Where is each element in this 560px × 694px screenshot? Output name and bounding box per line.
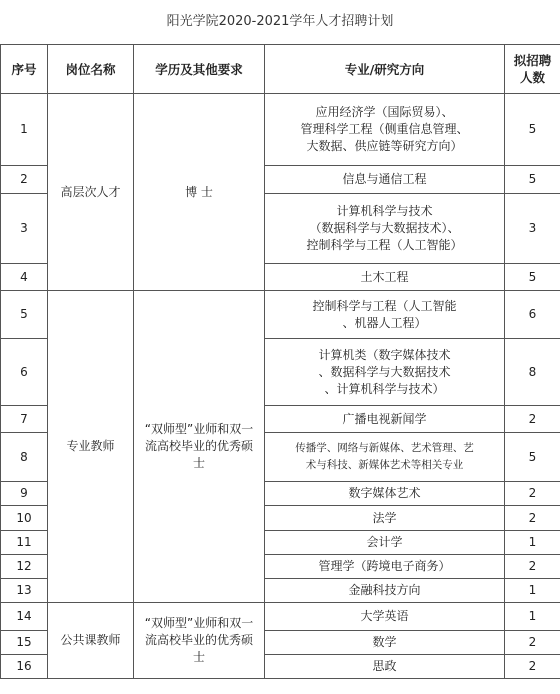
count-cell: 6 — [505, 291, 560, 339]
count-cell: 5 — [505, 264, 560, 291]
row-index: 2 — [1, 166, 48, 194]
row-index: 6 — [1, 339, 48, 406]
table-row — [1, 94, 560, 166]
count-cell: 8 — [505, 339, 560, 406]
major-line: 控制科学与工程（人工智能 — [312, 298, 457, 313]
row-index: 16 — [1, 655, 48, 679]
requirement-line: 士 — [192, 456, 205, 470]
count-cell: 2 — [505, 406, 560, 433]
major-cell — [265, 264, 505, 291]
row-index: 14 — [1, 603, 48, 631]
major-cell — [265, 579, 505, 603]
major-line: 计算机科学与技术 — [336, 204, 433, 218]
requirement-line: “双师型”业师和双一 — [144, 616, 254, 630]
count-cell: 2 — [505, 555, 560, 579]
count-cell: 1 — [505, 579, 560, 603]
major-cell — [265, 433, 505, 482]
row-index: 3 — [1, 194, 48, 264]
major-line: （数据科学与大数据技术）、 — [309, 221, 460, 235]
major-cell — [265, 194, 505, 264]
page-title: 阳光学院2020-2021学年人才招聘计划 — [166, 14, 394, 29]
requirement-line: 博 士 — [185, 184, 213, 199]
requirement-cell — [134, 291, 265, 603]
major-line: 大学英语 — [360, 609, 409, 623]
major-line: 控制科学与工程（人工智能） — [306, 238, 463, 252]
major-line: 、数据科学与大数据技术 — [318, 364, 451, 379]
major-line: 、机器人工程） — [342, 315, 427, 330]
header-requirement: 学历及其他要求 — [134, 45, 265, 94]
header-count-line2: 人数 — [519, 70, 545, 85]
recruitment-table — [0, 44, 560, 679]
major-cell — [265, 531, 505, 555]
major-line: 法学 — [372, 510, 397, 525]
major-cell — [265, 291, 505, 339]
row-index: 9 — [1, 482, 48, 506]
requirement-cell — [134, 603, 265, 679]
count-cell: 1 — [505, 531, 560, 555]
count-cell: 2 — [505, 631, 560, 655]
major-cell — [265, 94, 505, 166]
major-line: 数字媒体艺术 — [348, 486, 421, 500]
header-major: 专业/研究方向 — [265, 45, 505, 94]
major-line: 计算机类（数字媒体技术 — [318, 347, 451, 362]
major-line: 广播电视新闻学 — [342, 411, 427, 426]
row-index: 12 — [1, 555, 48, 579]
major-cell — [265, 482, 505, 506]
major-cell — [265, 339, 505, 406]
requirement-line: 士 — [192, 650, 205, 664]
major-line: 土木工程 — [360, 269, 409, 284]
major-line: 思政 — [372, 659, 397, 673]
count-cell: 5 — [505, 433, 560, 482]
requirement-line: 流高校毕业的优秀硕 — [144, 439, 253, 453]
position-cell: 公共课教师 — [48, 603, 134, 679]
position-cell: 高层次人才 — [48, 94, 134, 291]
major-line: 数学 — [372, 635, 397, 649]
header-count-line1: 拟招聘 — [513, 53, 552, 68]
requirement-cell — [134, 94, 265, 291]
table-row — [1, 291, 560, 339]
major-cell — [265, 631, 505, 655]
major-cell — [265, 655, 505, 679]
major-line: 金融科技方向 — [348, 583, 421, 597]
header-index: 序号 — [1, 45, 48, 94]
row-index: 8 — [1, 433, 48, 482]
count-cell: 5 — [505, 94, 560, 166]
row-index: 4 — [1, 264, 48, 291]
requirement-line: 流高校毕业的优秀硕 — [144, 633, 253, 647]
table-row — [1, 603, 560, 631]
major-cell — [265, 506, 505, 531]
major-cell — [265, 603, 505, 631]
requirement-line: “双师型”业师和双一 — [144, 422, 254, 436]
row-index: 15 — [1, 631, 48, 655]
row-index: 1 — [1, 94, 48, 166]
major-line: 、计算机科学与技术） — [324, 381, 445, 396]
row-index: 5 — [1, 291, 48, 339]
row-index: 10 — [1, 506, 48, 531]
count-cell: 5 — [505, 166, 560, 194]
row-index: 11 — [1, 531, 48, 555]
header-row — [1, 45, 560, 94]
major-line: 术与科技、新媒体艺术等相关专业 — [305, 459, 464, 471]
count-cell: 2 — [505, 506, 560, 531]
major-cell — [265, 406, 505, 433]
major-line: 大数据、供应链等研究方向） — [306, 139, 463, 153]
major-line: 传播学、网络与新媒体、艺术管理、艺 — [295, 442, 474, 454]
row-index: 13 — [1, 579, 48, 603]
header-position: 岗位名称 — [48, 45, 134, 94]
major-line: 应用经济学（国际贸易）、 — [315, 105, 454, 119]
major-line: 会计学 — [366, 535, 403, 549]
major-line: 信息与通信工程 — [342, 172, 427, 186]
count-cell: 2 — [505, 655, 560, 679]
major-cell — [265, 166, 505, 194]
major-line: 管理学（跨境电子商务） — [318, 559, 451, 573]
major-cell — [265, 555, 505, 579]
position-cell: 专业教师 — [48, 291, 134, 603]
header-count — [505, 45, 560, 94]
major-line: 管理科学工程（侧重信息管理、 — [300, 122, 469, 136]
row-index: 7 — [1, 406, 48, 433]
count-cell: 2 — [505, 482, 560, 506]
count-cell: 3 — [505, 194, 560, 264]
count-cell: 1 — [505, 603, 560, 631]
